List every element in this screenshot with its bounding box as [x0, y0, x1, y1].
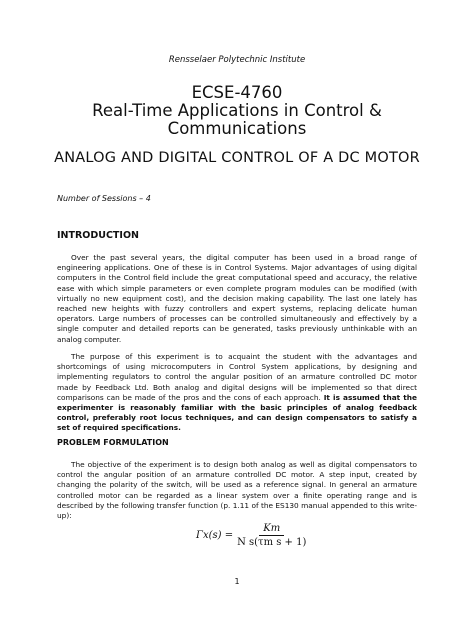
introduction-paragraph-2 [57, 352, 417, 434]
course-name-line2: Communications [167, 119, 307, 138]
course-title [0, 84, 474, 138]
page-number: 1 [234, 577, 240, 586]
formula-fraction [237, 523, 306, 548]
introduction-paragraph-1: Over the past several years, the digital computer has been used in a broad range of engineering applications. One of these is in Control Systems. Major advantages of using digital computers in the Control field include the great computational speed and accuracy, the relative ease with which simple parameters or even complete program modules can be modified (with virtually no new equipment cost), and the decision making capability. The last one lately has reached new heights with fuzzy controllers and expert systems, replacing delicate human operators. Large numbers of processes can be controlled simultaneously and effectively by a single computer and detailed reports can be generated, tasks previously unthinkable with an analog computer. [57, 253, 417, 344]
number-of-sessions: Number of Sessions – 4 [57, 194, 151, 203]
formula-denominator: N s(τm s + 1) [237, 537, 307, 548]
course-code: ECSE-4760 [191, 83, 283, 102]
formula-lhs: Γx(s) = [196, 530, 234, 541]
introduction-heading: INTRODUCTION [57, 230, 139, 241]
intro-paragraph-2-bold-text: It is assumed that the experimenter is reasonably familiar with the basic principles of analog feedback control, preferably root locus techniques, and can design compensators to satisfy a set of required specifications. [57, 392, 417, 433]
institution-name: Rensselaer Polytechnic Institute [168, 55, 306, 65]
problem-formulation-heading: PROBLEM FORMULATION [57, 438, 169, 447]
formula-numerator: Km [259, 523, 284, 536]
problem-formulation-paragraph: The objective of the experiment is to design both analog as well as digital compensators to control the angular position of an armature controlled DC motor. A step input, created by changing the polarity of the switch, will be used as a reference signal. In general an armature controlled motor can be regarded as a linear system over a finite operating range and is described by the following transfer function (p. 1.11 of the ES130 manual appended to this write-up): [57, 460, 417, 521]
intro-paragraph-2-text: The purpose of this experiment is to acquaint the student with the advantages and shortcomings of using microcomputers in Control System applications, by designing and implementing regulators to control the angular position of an armature controlled DC motor made by Feedback Ltd. Both analog and digital designs will be implemented so that direct comparisons can be made of the pros and the cons of each approach. [57, 352, 417, 402]
transfer-function-formula [196, 523, 306, 548]
experiment-title: ANALOG AND DIGITAL CONTROL OF A DC MOTOR [54, 150, 420, 166]
course-name-line1: Real-Time Applications in Control & [92, 101, 382, 120]
